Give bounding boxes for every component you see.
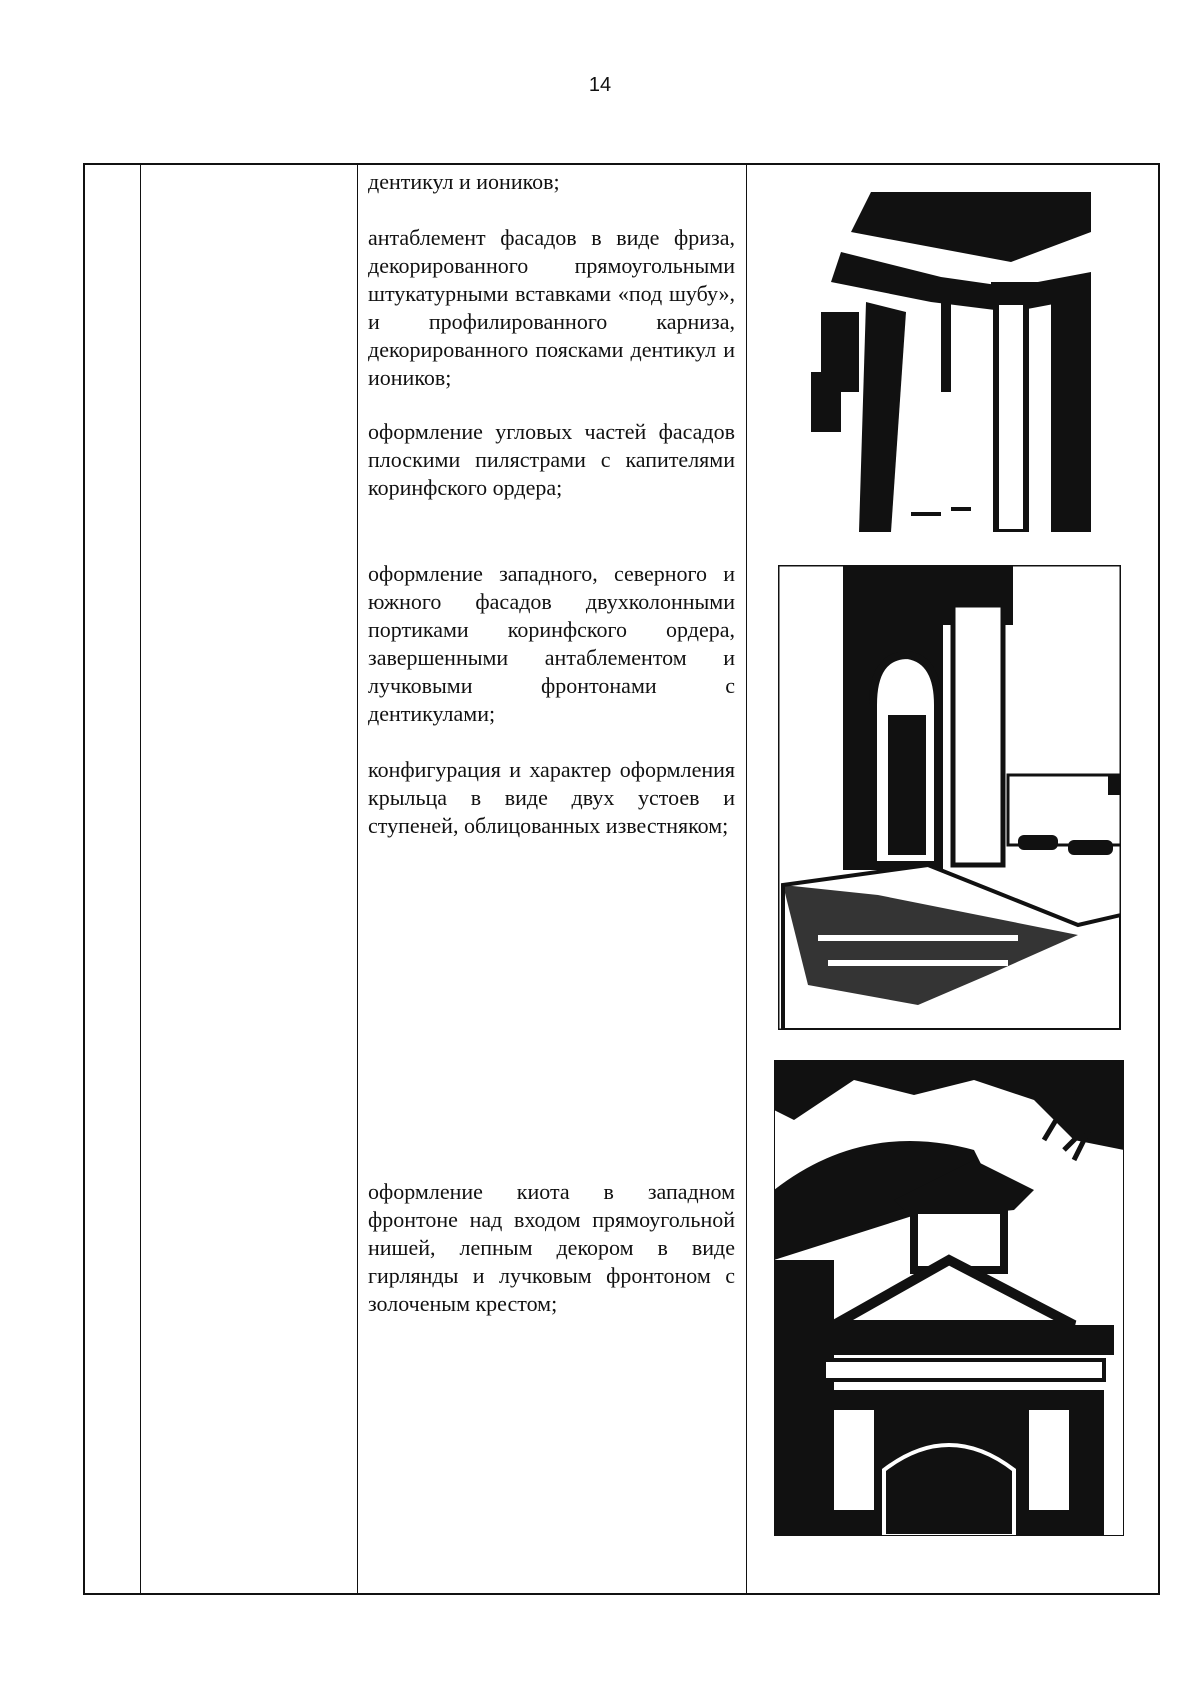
- feature-text-1: дентикул и иоников;: [368, 169, 560, 194]
- page-number: 14: [588, 74, 612, 96]
- portico-porch-photo: [778, 565, 1121, 1030]
- column-divider-1: [140, 165, 141, 1593]
- corner-pilaster-photo: [811, 192, 1091, 532]
- feature-text-5: конфигурация и характер оформления крыльца в виде двух устоев и ступеней, облицованных известняком;: [368, 757, 735, 838]
- column-divider-3: [746, 165, 747, 1593]
- corner-pilaster-image: [811, 192, 1091, 532]
- feature-text-4: оформление западного, северного и южного фасадов двухколонными портиками коринфского ордера, завершенными антаблементом и лучковыми фронтонами с дентикулами;: [368, 561, 735, 726]
- kiot-pediment-image: [774, 1060, 1124, 1536]
- feature-text-3: оформление угловых частей фасадов плоскими пилястрами с капителями коринфского ордера;: [368, 419, 735, 500]
- column-divider-2: [357, 165, 358, 1593]
- feature-text-2: антаблемент фасадов в виде фриза, декорированного прямоугольными штукатурными вставками «под шубу», и профилированного карниза, декорированного поясками дентикул и иоников;: [368, 225, 735, 390]
- portico-porch-image: [778, 565, 1121, 1030]
- kiot-pediment-photo: [774, 1060, 1124, 1536]
- feature-text-6: оформление киота в западном фронтоне над входом прямоугольной нишей, лепным декором в виде гирлянды и лучковым фронтоном с золоченым крестом;: [368, 1179, 735, 1316]
